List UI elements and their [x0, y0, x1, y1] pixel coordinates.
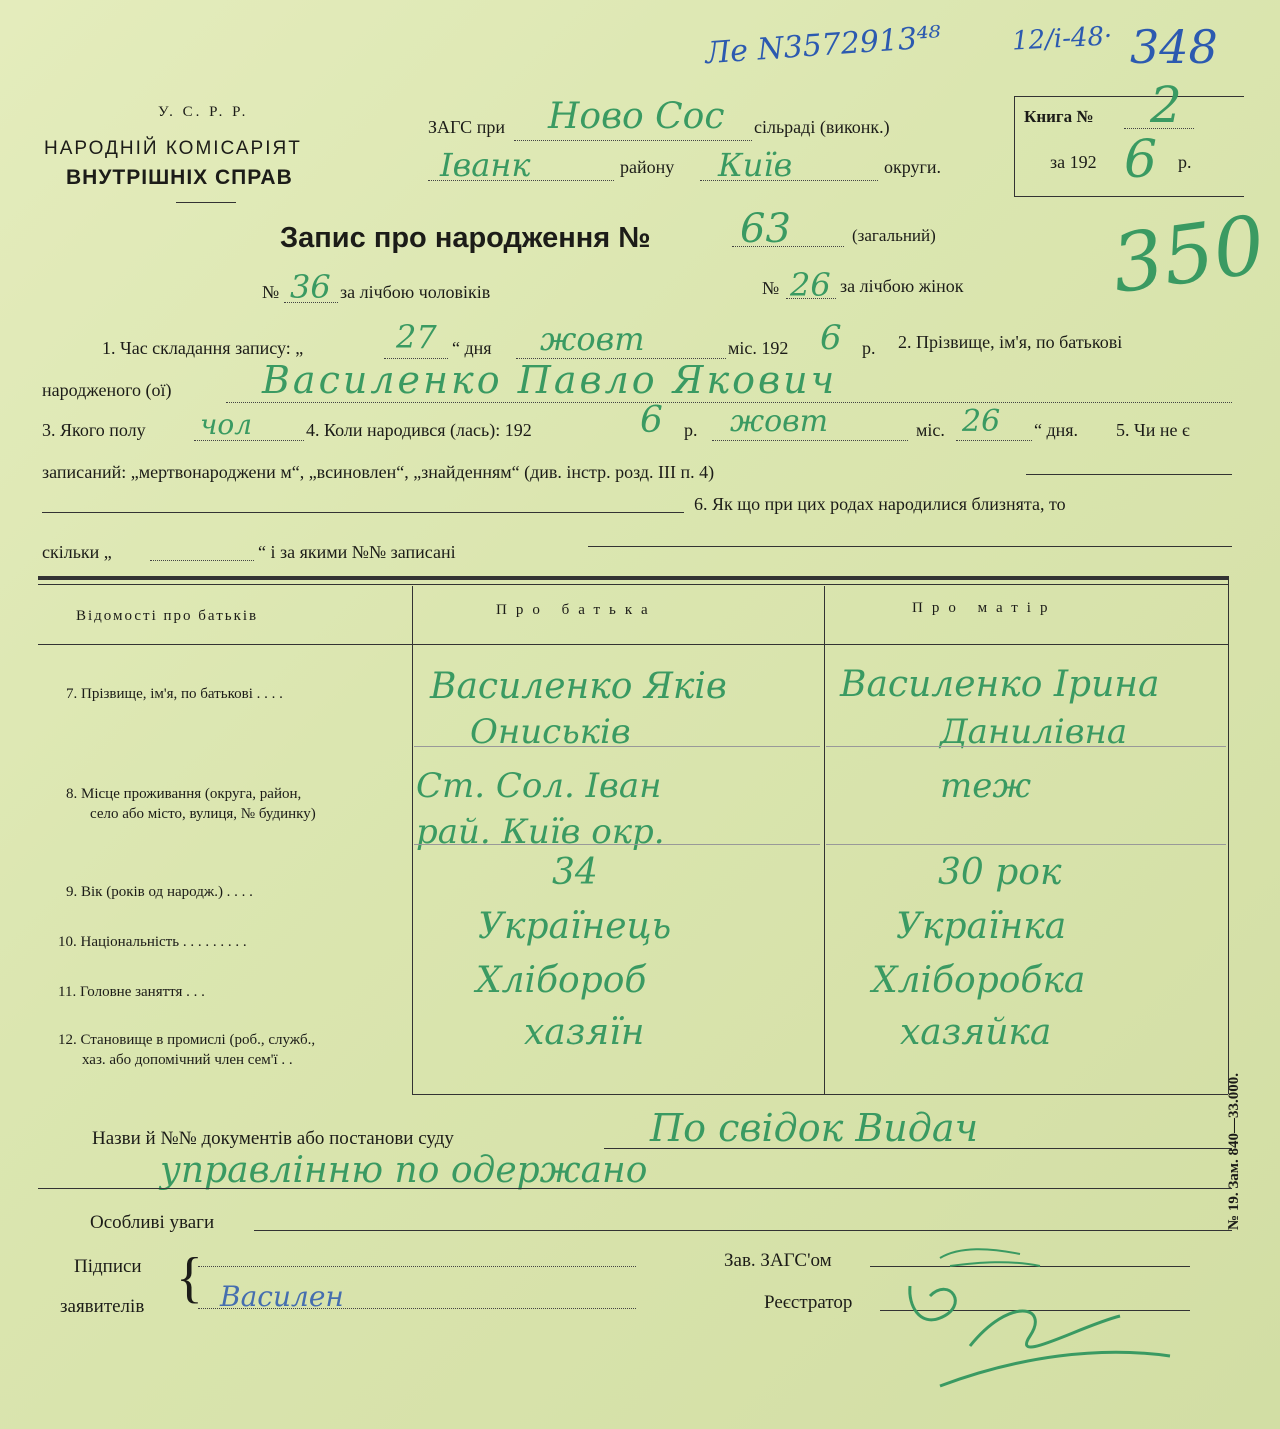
field4-day: 26	[962, 404, 1001, 439]
field4-day-label: “ дня.	[1034, 420, 1079, 440]
table-right-edge	[1228, 576, 1229, 1094]
mother-surname: Василенко Ірина	[840, 664, 1160, 705]
signers-brace: {	[176, 1247, 203, 1309]
field4-r: р.	[684, 420, 698, 440]
father-residence-2: рай. Київ окр.	[416, 812, 665, 852]
female-label: за лічбою жінок	[840, 276, 964, 296]
row12-label-2: хаз. або допомічний член сем'ї . .	[82, 1052, 293, 1068]
archive-number: 348	[1130, 20, 1218, 74]
department-label: ВНУТРІШНІХ СПРАВ	[66, 166, 293, 189]
field4-month-label: міс.	[916, 420, 945, 440]
mother-status: хазяйка	[900, 1012, 1052, 1053]
newborn-name-dotline	[226, 402, 1232, 403]
row12-label: 12. Становище в промислі (роб., служб.,	[58, 1032, 316, 1048]
signer-signature: Василен	[220, 1280, 344, 1313]
female-prefix: №	[762, 278, 780, 298]
registrar-signature	[880, 1236, 1200, 1396]
field1-year-suffix: р.	[862, 338, 876, 358]
field6-label: 6. Як що при цих родах народилися близнята, то	[694, 494, 1066, 514]
table-col-divider-2	[824, 586, 825, 1094]
record-number: 63	[740, 206, 791, 252]
zags-label: ЗАГС при	[428, 117, 505, 137]
father-surname: Василенко Яків	[430, 666, 727, 707]
field5-line-2	[42, 512, 684, 513]
field6-label-b: скільки „	[42, 542, 112, 562]
field2-label: 2. Прізвище, ім'я, по батькові	[898, 332, 1123, 352]
father-patronymic: Ониськів	[470, 712, 631, 752]
twins-count-dotline	[150, 560, 254, 561]
mother-residence-rule	[826, 844, 1226, 845]
record-title: Запис про народження №	[280, 222, 651, 254]
field1-month-label: міс. 192	[728, 338, 789, 358]
table-bottom-rule	[412, 1094, 1228, 1095]
male-prefix: №	[262, 282, 280, 302]
signer-dotline-1	[198, 1266, 636, 1267]
record-number-dotline	[732, 246, 844, 247]
book-number: 2	[1150, 76, 1182, 134]
mother-patronymic: Данилівна	[940, 712, 1128, 752]
mother-name-rule	[826, 746, 1226, 747]
raion-label: району	[620, 157, 675, 177]
silradi-label: сільраді (виконк.)	[754, 117, 890, 137]
mother-residence: теж	[940, 766, 1032, 806]
book-year-label: за 192	[1050, 152, 1097, 172]
book-year-suffix: р.	[1178, 152, 1192, 172]
side-print: № 19. Зам. 840—33.000.	[1226, 1073, 1242, 1230]
field3-sex: чол	[200, 408, 253, 441]
table-head-rule	[38, 644, 1228, 645]
archive-note: Ле N3572913⁴⁸	[704, 19, 943, 72]
book-box-left	[1014, 96, 1015, 196]
field1-month: жовт	[540, 320, 645, 358]
field2-label-b: народженого (ої)	[42, 380, 172, 400]
documents-line	[604, 1148, 1232, 1149]
side-record-number: 350	[1106, 197, 1271, 312]
father-residence: Ст. Сол. Іван	[416, 766, 662, 806]
table-top-rule-2	[38, 584, 1228, 585]
village-name: Ново Сос	[548, 96, 725, 137]
documents-label: Назви й №№ документів або постанови суду	[92, 1128, 454, 1149]
field3-dotline	[194, 440, 304, 441]
book-box-bottom	[1014, 196, 1244, 197]
father-nationality: Українець	[478, 906, 672, 947]
female-number: 26	[790, 266, 831, 304]
row9-label: 9. Вік (років од народж.) . . . .	[66, 884, 253, 900]
male-dotline	[284, 302, 338, 303]
father-name-rule	[414, 746, 820, 747]
book-year: 6	[1124, 130, 1158, 190]
field4-day-dotline	[956, 440, 1032, 441]
table-head-mother: Про матір	[912, 600, 1057, 616]
notes-label: Особливі уваги	[90, 1212, 215, 1233]
field3-label: 3. Якого полу	[42, 420, 146, 440]
district-name: Іванк	[440, 146, 531, 184]
book-box-top	[1014, 96, 1244, 97]
field4-month: жовт	[730, 404, 829, 439]
archive-date: 12/і-48·	[1011, 21, 1114, 57]
documents-line-2	[38, 1188, 1232, 1189]
female-dotline	[786, 298, 836, 299]
okruh-label: округи.	[884, 157, 942, 177]
okruh-name: Київ	[718, 146, 793, 184]
okruh-dotline	[700, 180, 878, 181]
field5-label-b: записаний: „мертвонароджени м“, „всиновлен“, „знайденням“ (див. інстр. розд. III п. 4)	[42, 462, 715, 482]
field6-line	[588, 546, 1232, 547]
field1-year: 6	[820, 318, 842, 358]
table-col-divider-1	[412, 586, 413, 1094]
field6-label-c: “ і за якими №№ записані	[258, 542, 456, 562]
row11-label: 11. Головне заняття . . .	[58, 984, 205, 1000]
table-head-info: Відомості про батьків	[76, 608, 259, 624]
row8-label: 8. Місце проживання (округа, район,	[66, 786, 302, 802]
male-label: за лічбою чоловіків	[340, 282, 491, 302]
male-number: 36	[290, 268, 331, 306]
father-status: хазяїн	[524, 1012, 645, 1053]
header-rule	[176, 202, 236, 203]
book-label: Книга №	[1024, 107, 1094, 126]
mother-nationality: Українка	[896, 906, 1067, 947]
table-top-rule	[38, 576, 1228, 580]
book-number-dotline	[1124, 128, 1194, 129]
signers-label-2: заявителів	[60, 1296, 145, 1317]
row10-label: 10. Національність . . . . . . . . .	[58, 934, 247, 950]
village-dotline	[514, 140, 752, 141]
mother-age: 30 рок	[938, 852, 1062, 893]
ussr-label: У. С. Р. Р.	[158, 104, 249, 120]
mother-occupation: Хліборобка	[872, 960, 1086, 1001]
record-general: (загальний)	[852, 226, 936, 245]
field5-line	[1026, 474, 1232, 475]
commissariat-label: НАРОДНІЙ КОМІСАРІЯТ	[44, 138, 302, 159]
father-occupation: Хлібороб	[476, 960, 647, 1001]
registrar-label: Реєстратор	[764, 1292, 853, 1313]
field1-day-label: “ дня	[452, 338, 492, 358]
head-label: Зав. ЗАГС'ом	[724, 1250, 832, 1271]
father-residence-rule	[414, 844, 820, 845]
field1-day: 27	[396, 318, 437, 356]
row8-label-2: село або місто, вулиця, № будинку)	[90, 806, 316, 822]
documents-value: По свідок Видач	[650, 1106, 979, 1150]
field4-label: 4. Коли народився (лась): 192	[306, 420, 532, 440]
newborn-name: Василенко Павло Якович	[262, 358, 838, 402]
father-age: 34	[552, 852, 598, 893]
district-dotline	[428, 180, 614, 181]
field5-label: 5. Чи не є	[1116, 420, 1190, 440]
field1-label: 1. Час складання запису: „	[102, 338, 304, 358]
table-head-father: Про батька	[496, 602, 657, 618]
row7-label: 7. Прізвище, ім'я, по батькові . . . .	[66, 686, 283, 702]
notes-line	[254, 1230, 1232, 1231]
field4-month-dotline	[712, 440, 908, 441]
documents-value-2: управлінню по одержано	[160, 1150, 648, 1191]
field4-year: 6	[640, 400, 663, 441]
signers-label: Підписи	[74, 1256, 142, 1277]
